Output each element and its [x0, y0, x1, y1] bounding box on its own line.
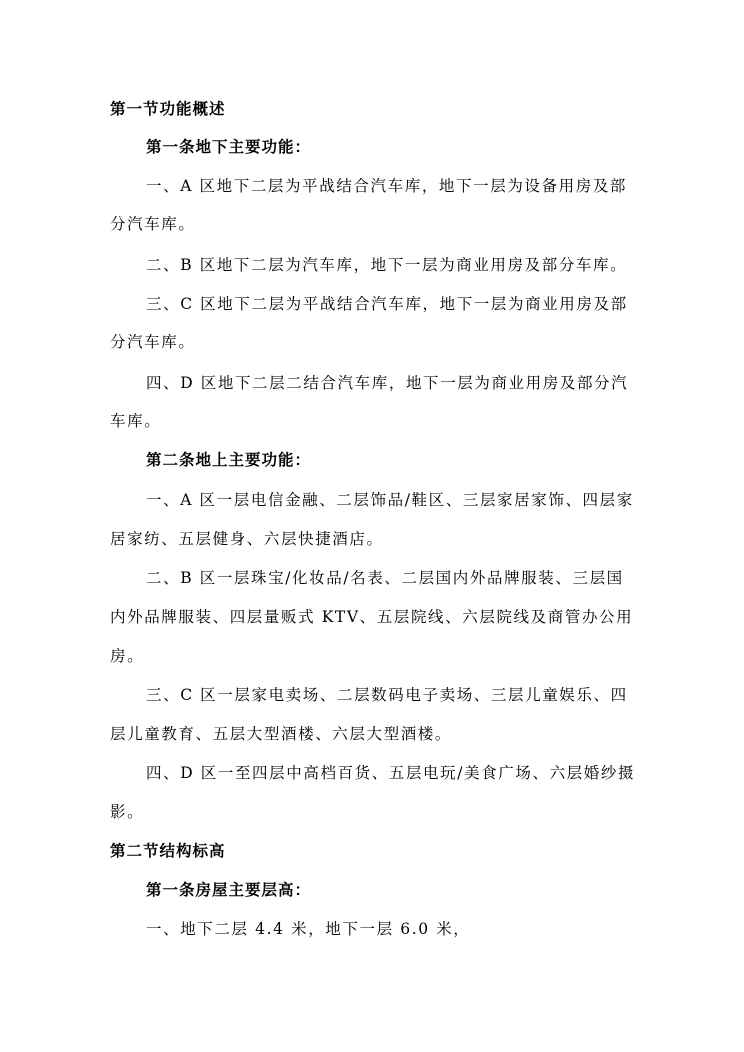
paragraph-line: 二、B 区地下二层为汽车库，地下一层为商业用房及部分车库。	[146, 256, 628, 274]
paragraph-line: 层儿童教育、五层大型酒楼、六层大型酒楼。	[110, 725, 453, 743]
paragraph-line: 车库。	[110, 412, 162, 430]
paragraph-line: 房。	[110, 647, 145, 665]
paragraph-line: 一、地下二层 4.4 米，地下一层 6.0 米，	[146, 920, 471, 938]
article-heading-underground: 第一条地下主要功能：	[146, 137, 312, 156]
paragraph-line: 四、D 区一至四层中高档百货、五层电玩/美食广场、六层婚纱摄	[146, 764, 636, 782]
paragraph-line: 三、C 区一层家电卖场、二层数码电子卖场、三层儿童娱乐、四	[146, 686, 628, 704]
paragraph-line: 二、B 区一层珠宝/化妆品/名表、二层国内外品牌服装、三层国	[146, 569, 624, 587]
paragraph-line: 分汽车库。	[110, 333, 196, 351]
section-heading-structure: 第二节结构标高	[110, 841, 226, 860]
paragraph-line: 三、C 区地下二层为平战结合汽车库，地下一层为商业用房及部	[146, 295, 628, 313]
article-heading-floor-height: 第一条房屋主要层高：	[146, 880, 312, 899]
paragraph-line: 一、A 区一层电信金融、二层饰品/鞋区、三层家居家饰、四层家	[146, 491, 634, 509]
paragraph-line: 影。	[110, 803, 145, 821]
paragraph-line: 分汽车库。	[110, 215, 196, 233]
paragraph-line: 一、A 区地下二层为平战结合汽车库，地下一层为设备用房及部	[146, 177, 628, 195]
paragraph-line: 四、D 区地下二层二结合汽车库，地下一层为商业用房及部分汽	[146, 374, 629, 392]
paragraph-line: 居家纺、五层健身、六层快捷酒店。	[110, 530, 384, 548]
section-heading-functions: 第一节功能概述	[110, 99, 226, 118]
article-heading-aboveground: 第二条地上主要功能：	[146, 450, 312, 469]
paragraph-line: 内外品牌服装、四层量贩式 KTV、五层院线、六层院线及商管办公用	[110, 608, 634, 626]
